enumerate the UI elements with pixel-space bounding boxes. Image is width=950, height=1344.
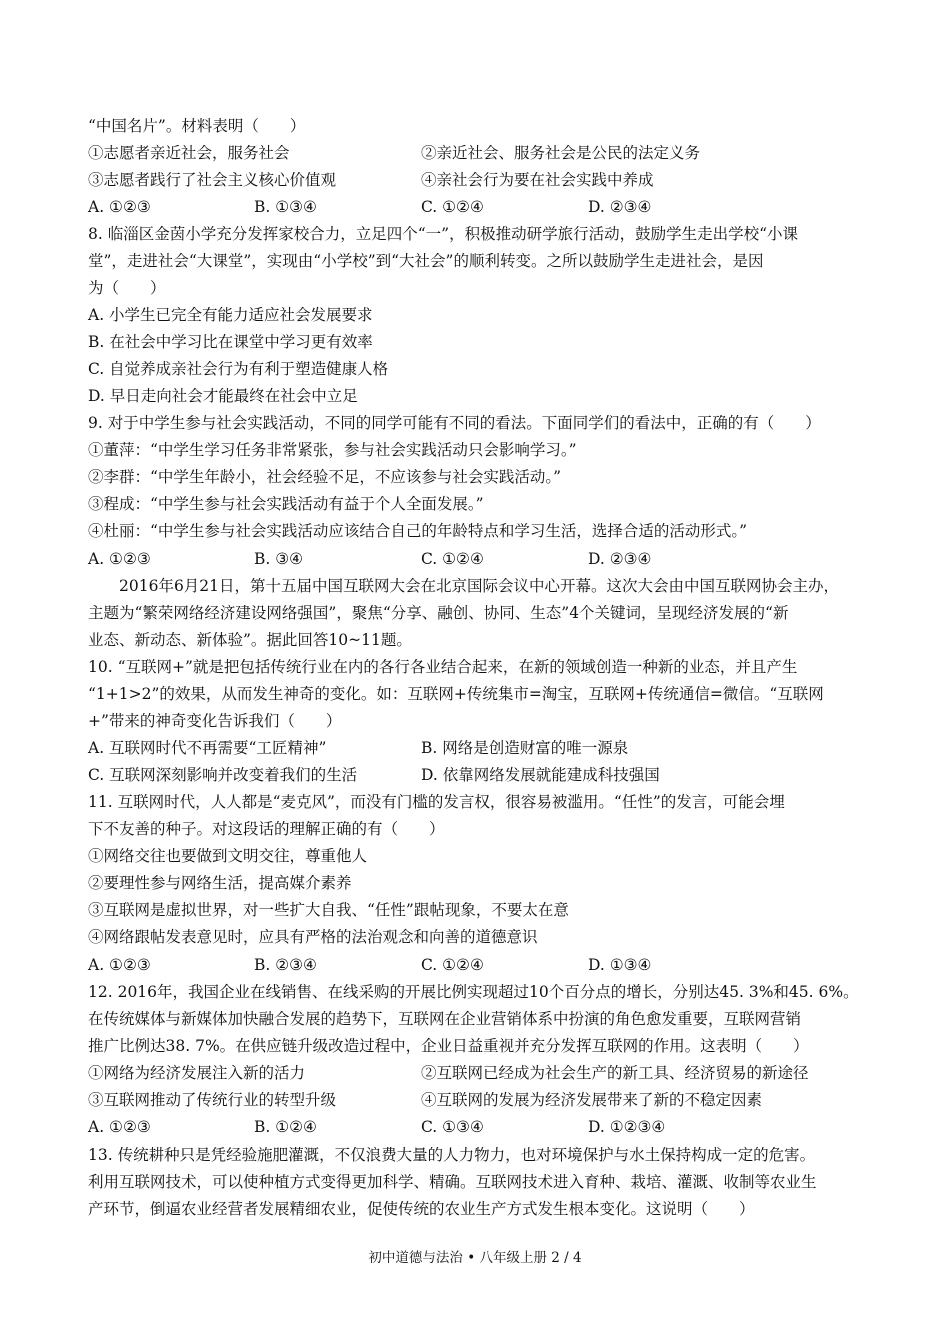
choice-b: B. 在社会中学习比在课堂中学习更有效率 bbox=[88, 333, 373, 351]
question-13-stem: 产环节，倒逼农业经营者发展精细农业，促使传统的农业生产方式发生根本变化。这说明（ ） bbox=[88, 1200, 755, 1218]
statement-3: ③互联网推动了传统行业的转型升级 bbox=[88, 1091, 337, 1109]
choice-a: A. ①②③ bbox=[88, 198, 151, 216]
choice-b: B. 网络是创造财富的唯一源泉 bbox=[421, 739, 629, 757]
question-11-stem: 11. 互联网时代，人人都是“麦克风”，而没有门槛的发言权，很容易被滥用。“任性”的发言，可能会埋 bbox=[88, 793, 785, 811]
statement-2: ②互联网已经成为社会生产的新工具、经济贸易的新途径 bbox=[421, 1064, 809, 1082]
question-8-stem: 堂”，走进社会“大课堂”，实现由“小学校”到“大社会”的顺利转变。之所以鼓励学生走进社会，是因 bbox=[88, 252, 764, 270]
question-13-stem: 13. 传统耕种只是凭经验施肥灌溉，不仅浪费大量的人力物力，也对环境保护与水土保持构成一定的危害。 bbox=[88, 1146, 816, 1164]
question-10-stem: “1+1>2”的效果，从而发生神奇的变化。如：互联网+传统集市=淘宝，互联网+传统通信=微信。“互联网 bbox=[88, 685, 824, 703]
choice-c: C. 互联网深刻影响并改变着我们的生活 bbox=[88, 766, 358, 784]
choice-c: C. ①②④ bbox=[421, 956, 484, 974]
choice-a: A. 小学生已完全有能力适应社会发展要求 bbox=[88, 306, 373, 324]
statement-1: ①董萍：“中学生学习任务非常紧张，参与社会实践活动只会影响学习。” bbox=[88, 441, 577, 459]
material-paragraph: 2016年6月21日，第十五届中国互联网大会在北京国际会议中心开幕。这次大会由中国互联网协会主办， bbox=[119, 577, 840, 595]
question-10-stem: 10. “互联网+”就是把包括传统行业在内的各行各业结合起来，在新的领域创造一种新的业态，并且产生 bbox=[88, 658, 798, 676]
choice-a: A. ①②③ bbox=[88, 550, 151, 568]
choice-a: A. ①②③ bbox=[88, 956, 151, 974]
question-13-stem: 利用互联网技术，可以使种植方式变得更加科学、精确。互联网技术进入育种、栽培、灌溉、收制等农业生 bbox=[88, 1173, 817, 1191]
choice-d: D. ①②③④ bbox=[588, 1118, 666, 1136]
statement-3: ③志愿者践行了社会主义核心价值观 bbox=[88, 171, 337, 189]
choice-d: D. ②③④ bbox=[588, 198, 652, 216]
statement-4: ④杜丽：“中学生参与社会实践活动应该结合自己的年龄特点和学习生活，选择合适的活动形式。” bbox=[88, 522, 748, 540]
text-line: “中国名片”。材料表明（ ） bbox=[88, 117, 306, 135]
material-paragraph: 主题为“繁荣网络经济建设网络强国”，聚焦“分享、融创、协同、生态”4个关键词，呈现经济发展的“新 bbox=[88, 604, 789, 622]
choice-c: C. ①②④ bbox=[421, 198, 484, 216]
choice-d: D. 早日走向社会才能最终在社会中立足 bbox=[88, 387, 358, 405]
page-footer: 初中道德与法治 • 八年级上册 2 / 4 bbox=[368, 1250, 582, 1266]
choice-d: D. ②③④ bbox=[588, 550, 652, 568]
choice-b: B. ①③④ bbox=[254, 198, 317, 216]
statement-2: ②李群：“中学生年龄小，社会经验不足，不应该参与社会实践活动。” bbox=[88, 468, 562, 486]
statement-1: ①网络交往也要做到文明交往，尊重他人 bbox=[88, 847, 368, 865]
choice-c: C. ①③④ bbox=[421, 1118, 484, 1136]
choice-a: A. ①②③ bbox=[88, 1118, 151, 1136]
question-8-stem: 8. 临淄区金茵小学充分发挥家校合力，立足四个“一”，积极推动研学旅行活动，鼓励学生走出学校“小课 bbox=[88, 225, 798, 243]
statement-2: ②要理性参与网络生活，提高媒介素养 bbox=[88, 874, 352, 892]
question-12-stem: 推广比例达38. 7%。在供应链升级改造过程中，企业日益重视并充分发挥互联网的作用。这表明（ ） bbox=[88, 1037, 809, 1055]
statement-3: ③互联网是虚拟世界，对一些扩大自我、“任性”跟帖现象，不要太在意 bbox=[88, 901, 569, 919]
statement-1: ①志愿者亲近社会，服务社会 bbox=[88, 144, 290, 162]
choice-b: B. ②③④ bbox=[254, 956, 317, 974]
question-12-stem: 12. 2016年，我国企业在线销售、在线采购的开展比例实现超过10个百分点的增长，分别达45. 3%和45. 6%。 bbox=[88, 983, 859, 1001]
question-12-stem: 在传统媒体与新媒体加快融合发展的趋势下，互联网在企业营销体系中扮演的角色愈发重要，互联网营销 bbox=[88, 1010, 802, 1028]
choice-d: D. 依靠网络发展就能建成科技强国 bbox=[421, 766, 660, 784]
choice-c: C. ①②④ bbox=[421, 550, 484, 568]
material-paragraph: 业态、新动态、新体验”。据此回答10~11题。 bbox=[88, 631, 412, 649]
choice-b: B. ①②④ bbox=[254, 1118, 317, 1136]
statement-3: ③程成：“中学生参与社会实践活动有益于个人全面发展。” bbox=[88, 495, 484, 513]
choice-b: B. ③④ bbox=[254, 550, 304, 568]
choice-c: C. 自觉养成亲社会行为有利于塑造健康人格 bbox=[88, 360, 389, 378]
statement-4: ④网络跟帖发表意见时，应具有严格的法治观念和向善的道德意识 bbox=[88, 928, 538, 946]
statement-2: ②亲近社会、服务社会是公民的法定义务 bbox=[421, 144, 701, 162]
question-11-stem: 下不友善的种子。对这段话的理解正确的有（ ） bbox=[88, 820, 445, 838]
question-9-stem: 9. 对于中学生参与社会实践活动，不同的同学可能有不同的看法。下面同学们的看法中，正确的有（ ） bbox=[88, 414, 821, 432]
statement-1: ①网络为经济发展注入新的活力 bbox=[88, 1064, 306, 1082]
question-8-stem: 为（ ） bbox=[88, 279, 166, 297]
statement-4: ④互联网的发展为经济发展带来了新的不稳定因素 bbox=[421, 1091, 763, 1109]
choice-d: D. ①③④ bbox=[588, 956, 652, 974]
statement-4: ④亲社会行为要在社会实践中养成 bbox=[421, 171, 654, 189]
question-10-stem: +”带来的神奇变化告诉我们（ ） bbox=[88, 712, 342, 730]
choice-a: A. 互联网时代不再需要“工匠精神” bbox=[88, 739, 327, 757]
